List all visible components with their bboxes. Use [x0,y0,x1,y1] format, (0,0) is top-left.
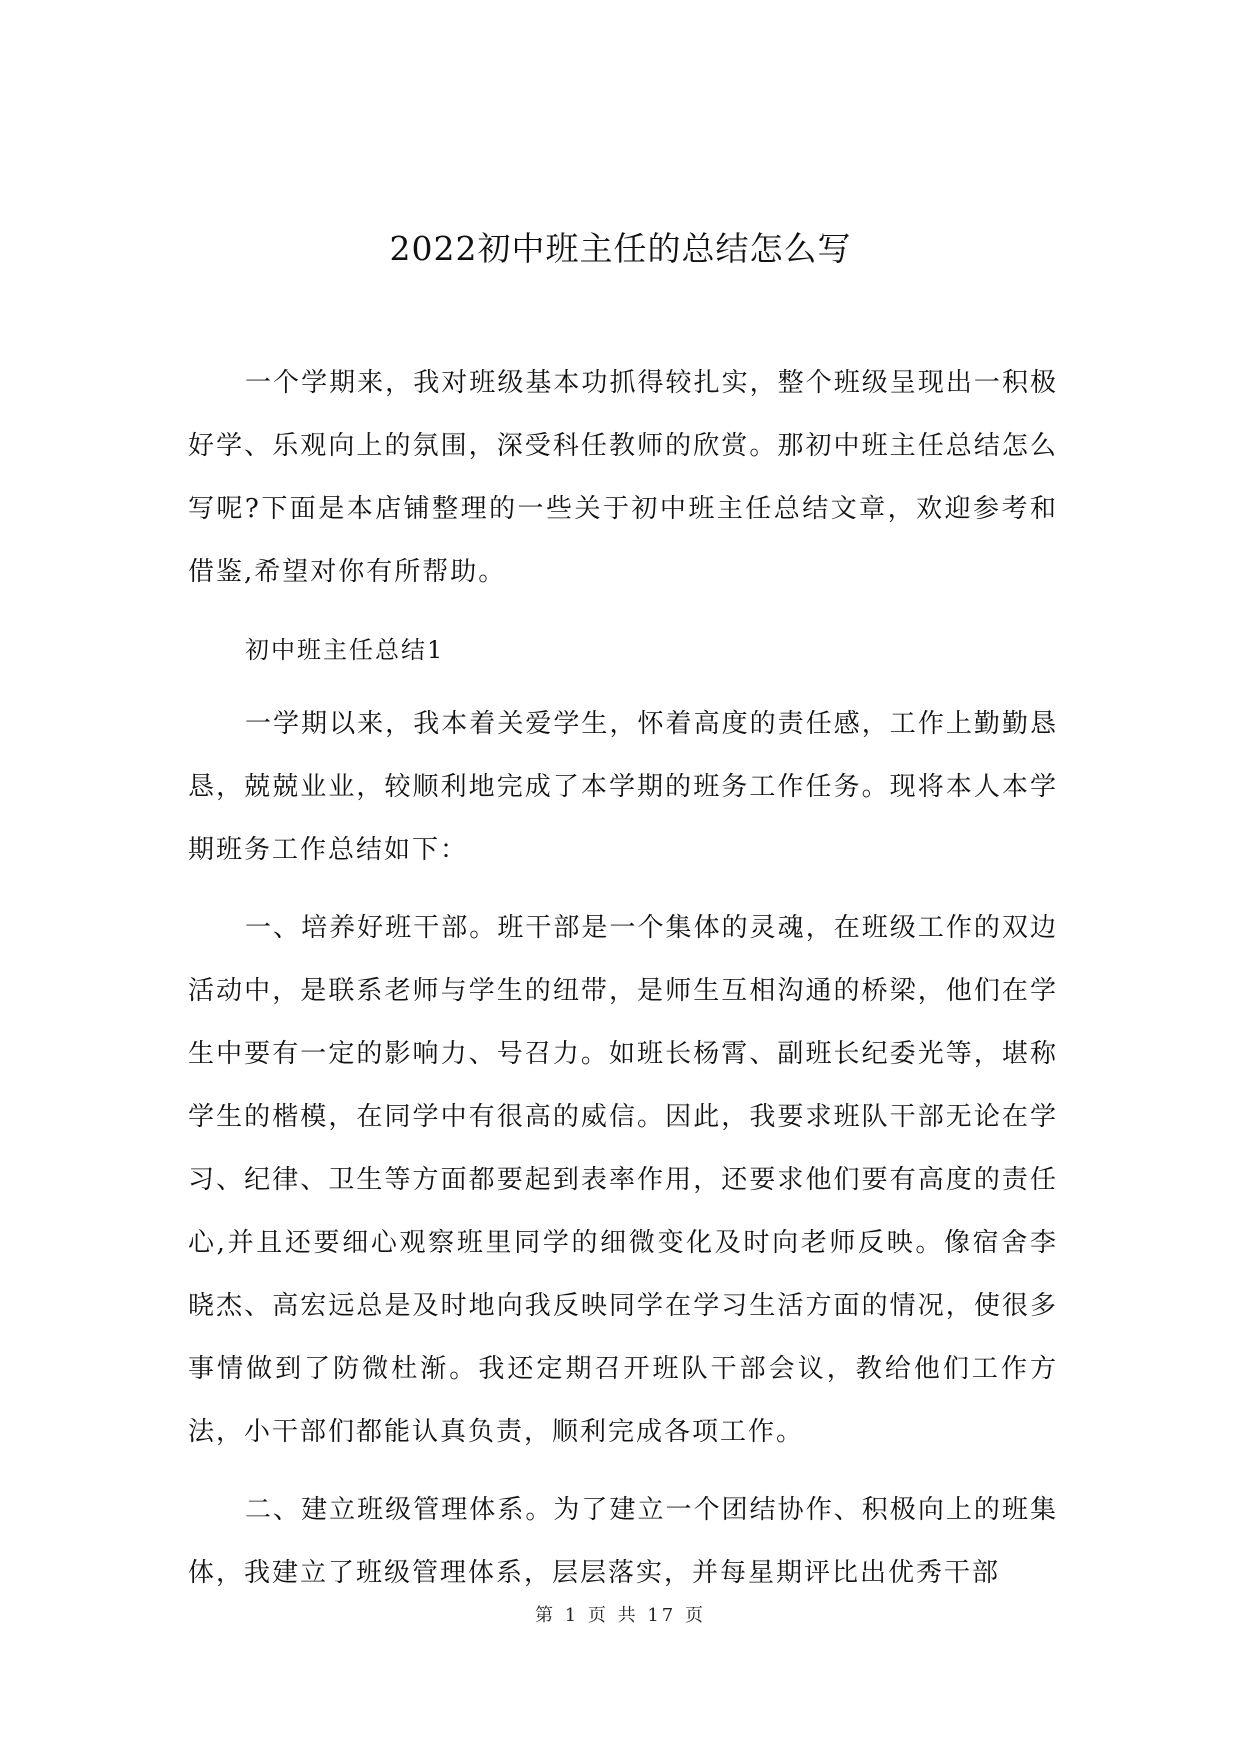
management-system-paragraph: 二、建立班级管理体系。为了建立一个团结协作、积极向上的班集体，我建立了班级管理体系，层层落实，并每星期评比出优秀干部 [188,1495,1058,1588]
page-footer: 第 1 页 共 17 页 [535,1605,706,1626]
section-heading: 初中班主任总结1 [245,636,445,664]
summary-intro-paragraph: 一学期以来，我本着关爱学生，怀着高度的责任感，工作上勤勤恳恳，兢兢业业，较顺利地完成了本学期的班务工作任务。现将本人本学期班务工作总结如下： [188,709,1058,865]
intro-paragraph: 一个学期来，我对班级基本功抓得较扎实，整个班级呈现出一积极好学、乐观向上的氛围，深受科任教师的欣赏。那初中班主任总结怎么写呢?下面是本店铺整理的一些关于初中班主任总结文章，欢迎参考和借鉴,希望对你有所帮助。 [188,368,1058,587]
document-title: 2022初中班主任的总结怎么写 [389,229,852,268]
document-body [188,352,1058,1620]
class-cadre-paragraph: 一、培养好班干部。班干部是一个集体的灵魂，在班级工作的双边活动中，是联系老师与学生的纽带，是师生互相沟通的桥梁，他们在学生中要有一定的影响力、号召力。如班长杨霄、副班长纪委光等，堪称学生的楷模，在同学中有很高的威信。因此，我要求班队干部无论在学习、纪律、卫生等方面都要起到表率作用，还要求他们要有高度的责任心,并且还要细心观察班里同学的细微变化及时向老师反映。像宿舍李晓杰、高宏远总是及时地向我反映同学在学习生活方面的情况，使很多事情做到了防微杜渐。我还定期召开班队干部会议，教给他们工作方法，小干部们都能认真负责，顺利完成各项工作。 [188,913,1058,1447]
